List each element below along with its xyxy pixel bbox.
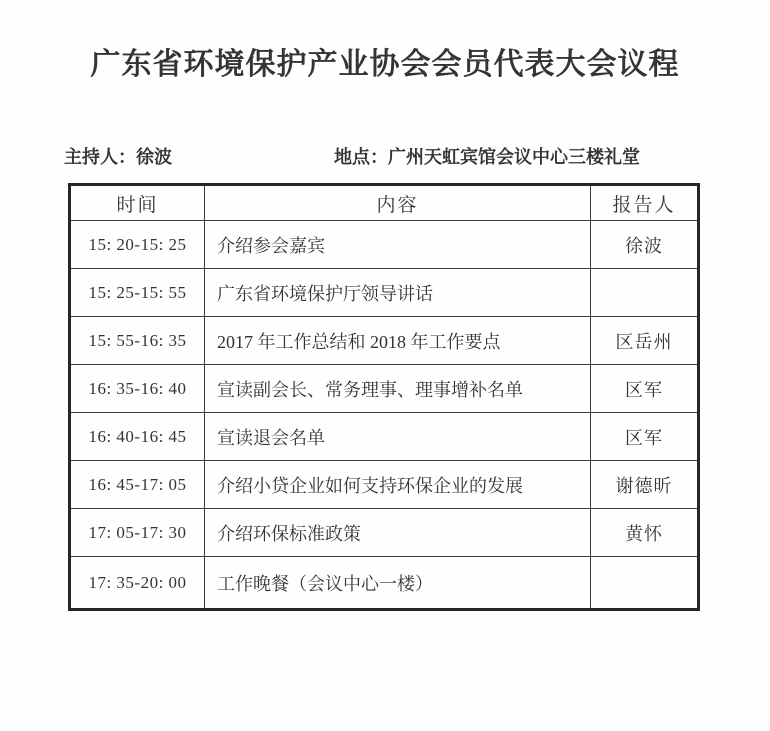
table-row xyxy=(70,269,699,317)
time-cell: 17: 05-17: 30 xyxy=(70,509,205,557)
content-cell: 宣读退会名单 xyxy=(205,413,591,461)
speaker-cell xyxy=(591,557,699,610)
content-cell: 介绍参会嘉宾 xyxy=(205,221,591,269)
table-row xyxy=(70,413,699,461)
content-cell: 工作晚餐（会议中心一楼） xyxy=(205,557,591,610)
table-row xyxy=(70,317,699,365)
speaker-cell: 徐波 xyxy=(591,221,699,269)
table-row xyxy=(70,461,699,509)
page xyxy=(0,46,770,731)
time-cell: 17: 35-20: 00 xyxy=(70,557,205,610)
time-cell: 15: 20-15: 25 xyxy=(70,221,205,269)
host-label: 主持人：徐波 xyxy=(64,147,172,167)
speaker-cell: 区军 xyxy=(591,413,699,461)
speaker-cell: 谢德昕 xyxy=(591,461,699,509)
location-label: 地点：广州天虹宾馆会议中心三楼礼堂 xyxy=(334,147,640,167)
speaker-cell: 区岳州 xyxy=(591,317,699,365)
time-cell: 15: 55-16: 35 xyxy=(70,317,205,365)
content-cell: 2017 年工作总结和 2018 年工作要点 xyxy=(205,317,591,365)
time-cell: 16: 35-16: 40 xyxy=(70,365,205,413)
header-row xyxy=(70,185,699,221)
content-cell: 介绍环保标准政策 xyxy=(205,509,591,557)
content-cell: 宣读副会长、常务理事、理事增补名单 xyxy=(205,365,591,413)
time-cell: 16: 45-17: 05 xyxy=(70,461,205,509)
header-cell-content: 内容 xyxy=(205,185,591,221)
time-cell: 16: 40-16: 45 xyxy=(70,413,205,461)
table-row xyxy=(70,509,699,557)
table-row xyxy=(70,221,699,269)
agenda-table xyxy=(68,183,700,611)
header-cell-time: 时间 xyxy=(70,185,205,221)
meta-row xyxy=(64,144,770,170)
time-cell: 15: 25-15: 55 xyxy=(70,269,205,317)
header-cell-speaker: 报告人 xyxy=(591,185,699,221)
page-title: 广东省环境保护产业协会会员代表大会议程 xyxy=(90,48,680,81)
content-cell: 介绍小贷企业如何支持环保企业的发展 xyxy=(205,461,591,509)
table-row xyxy=(70,365,699,413)
speaker-cell: 黄怀 xyxy=(591,509,699,557)
speaker-cell: 区军 xyxy=(591,365,699,413)
content-cell: 广东省环境保护厅领导讲话 xyxy=(205,269,591,317)
table-row xyxy=(70,557,699,610)
speaker-cell xyxy=(591,269,699,317)
